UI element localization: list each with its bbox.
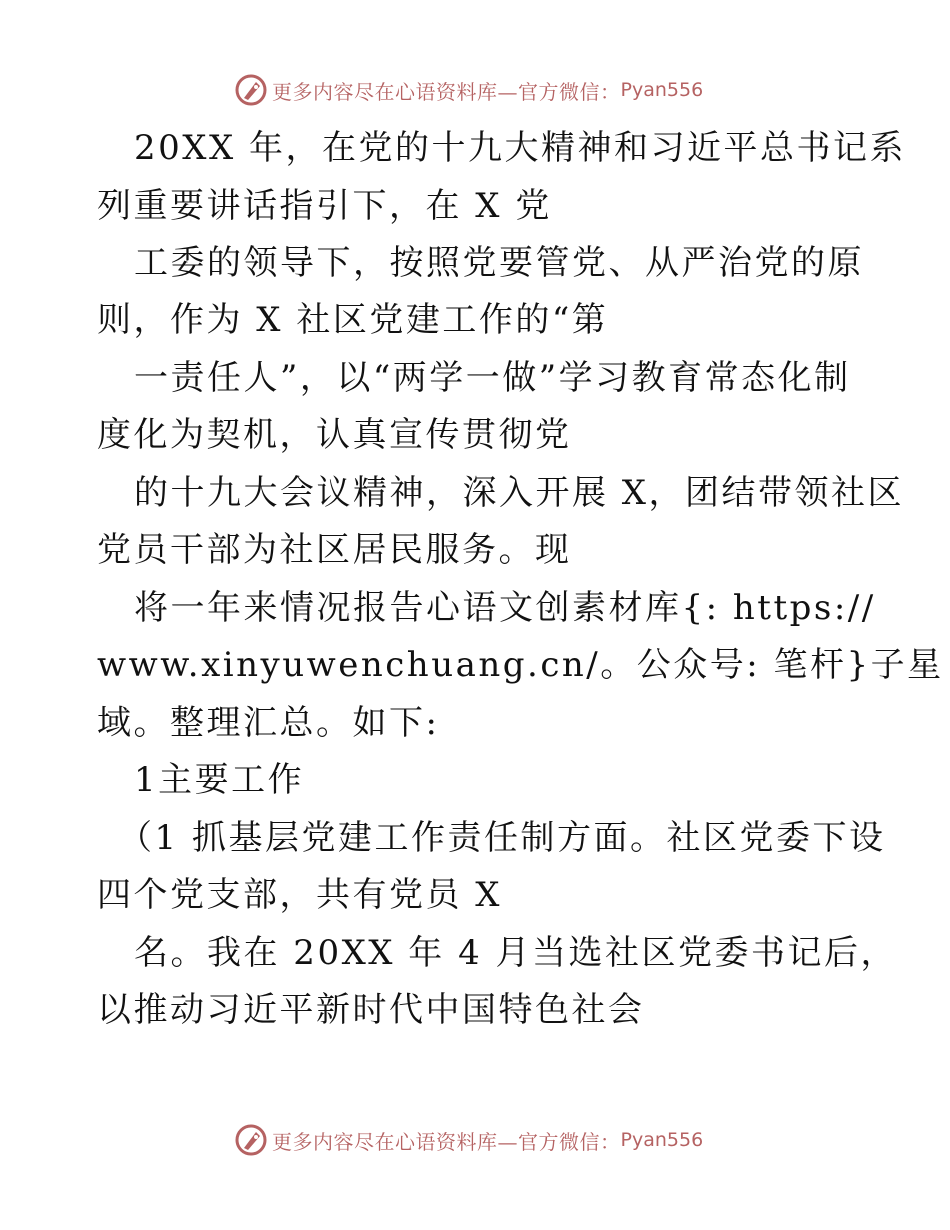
body-line: 名。我在 20XX 年 4 月当选社区党委书记后， — [134, 933, 898, 973]
body-line: 一责任人”，以“两学一做”学习教育常态化制 — [134, 358, 851, 398]
body-line: www.xinyuwenchuang.cn/。公众号: 笔杆}子星 — [97, 645, 944, 685]
pen-nib-logo-icon — [234, 73, 268, 107]
watermark-text: 更多内容尽在心语资料库—官方微信： — [272, 1129, 621, 1154]
body-line: 将一年来情况报告心语文创素材库{: https:// — [134, 588, 876, 628]
watermark-wechat-id: Pyan556 — [620, 1129, 704, 1151]
body-line: 20XX 年，在党的十九大精神和习近平总书记系 — [134, 128, 906, 168]
body-line: （1 抓基层党建工作责任制方面。社区党委下设 — [118, 818, 886, 858]
body-line: 则，作为 X 社区党建工作的“第 — [97, 300, 609, 340]
watermark-wechat-id: Pyan556 — [620, 79, 704, 101]
body-line: 的十九大会议精神，深入开展 X，团结带领社区 — [134, 473, 905, 513]
section-heading: 1主要工作 — [134, 760, 305, 800]
body-line: 四个党支部，共有党员 X — [97, 875, 503, 915]
body-line: 以推动习近平新时代中国特色社会 — [97, 990, 645, 1030]
body-line: 工委的领导下，按照党要管党、从严治党的原 — [134, 243, 864, 283]
footer-watermark — [234, 1122, 703, 1158]
header-watermark — [234, 72, 703, 108]
body-line: 度化为契机，认真宣传贯彻党 — [97, 415, 572, 455]
body-line: 列重要讲话指引下，在 X 党 — [97, 186, 552, 226]
body-line: 域。整理汇总。如下: — [97, 703, 440, 743]
body-line: 党员干部为社区居民服务。现 — [97, 530, 572, 570]
watermark-text: 更多内容尽在心语资料库—官方微信： — [272, 79, 621, 104]
pen-nib-logo-icon — [234, 1123, 268, 1157]
